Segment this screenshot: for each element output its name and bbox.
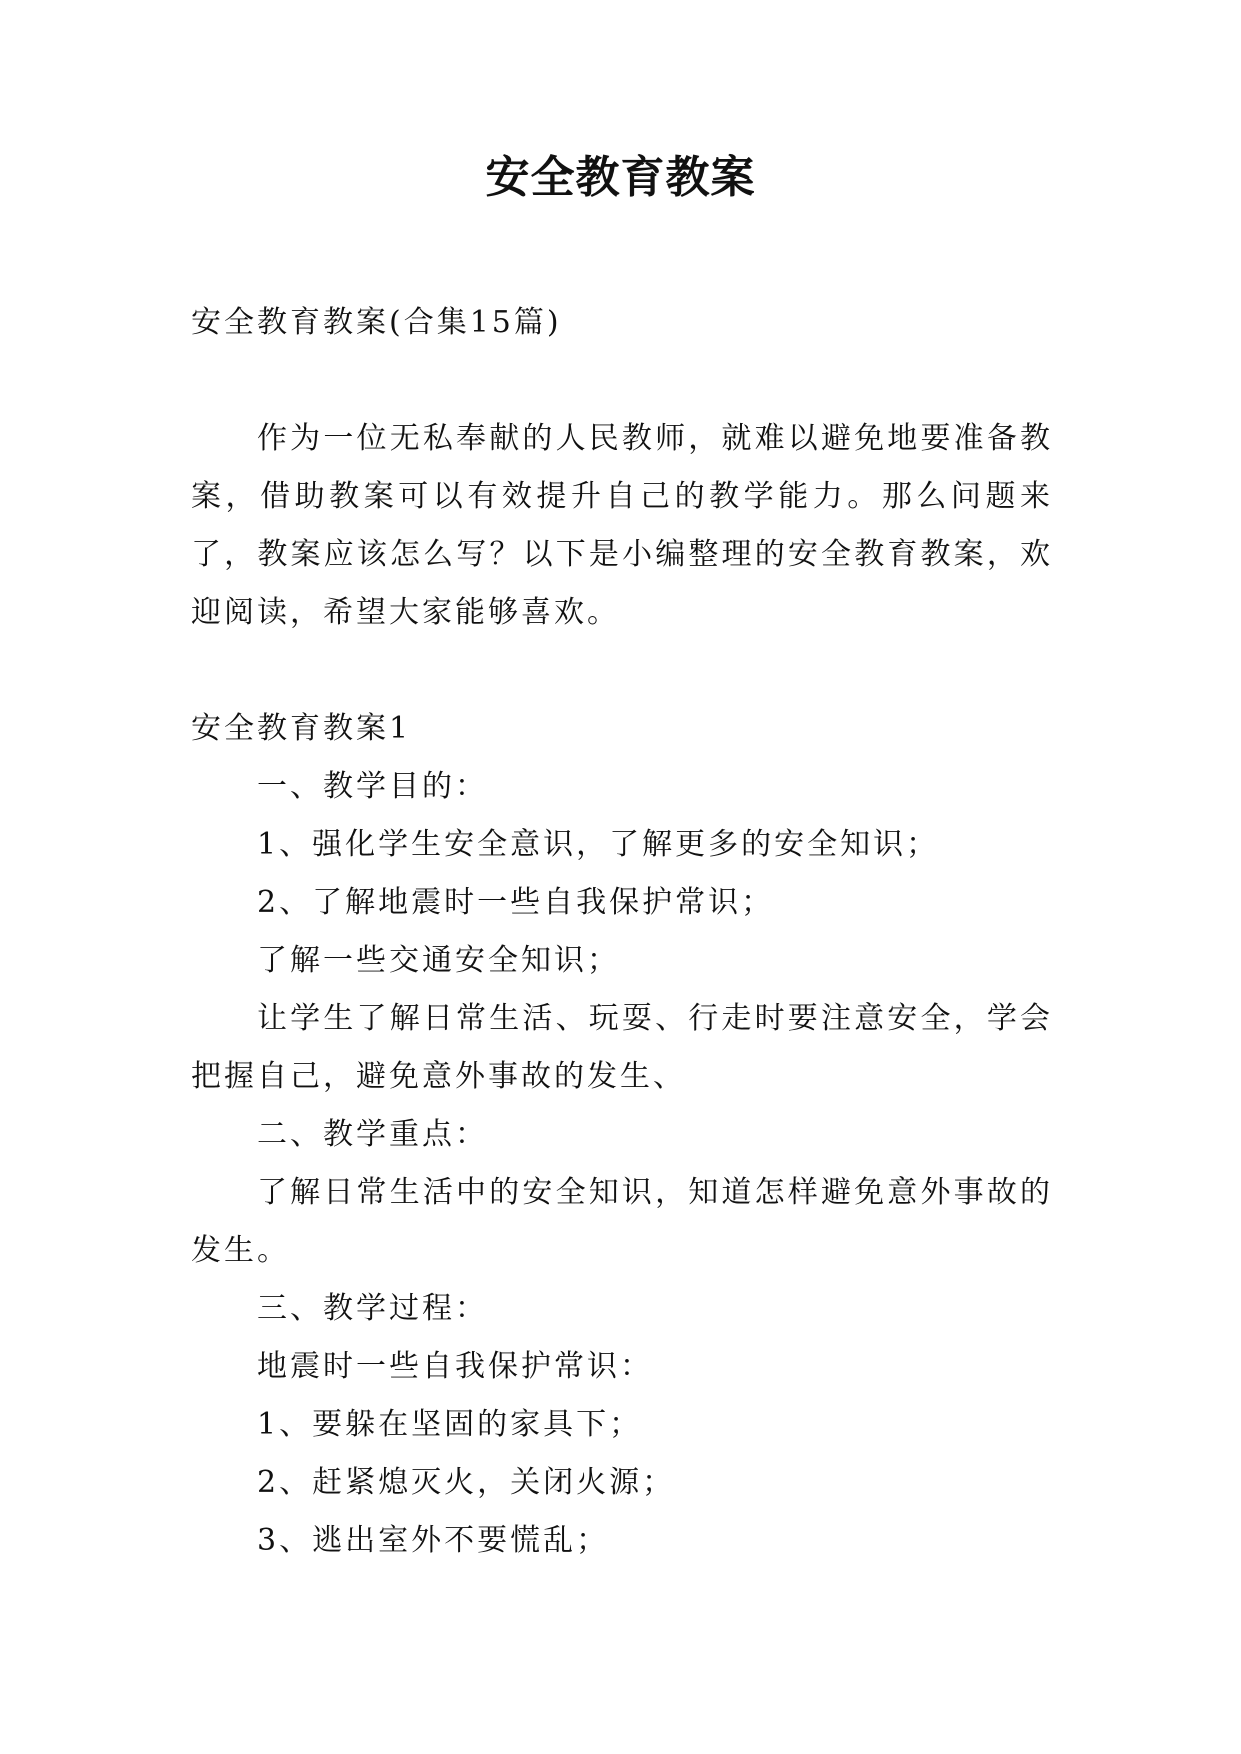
paragraph-line: 了解一些交通安全知识；	[257, 943, 620, 978]
paragraph-line: 1、要躲在坚固的家具下；	[257, 1407, 643, 1442]
paragraph-line: 让学生了解日常生活、玩耍、行走时要注意安全，学会把握自己，避免意外事故的发生、	[191, 1001, 1053, 1094]
paragraph-line: 1、强化学生安全意识，了解更多的安全知识；	[257, 827, 940, 862]
paragraph-line: 3、逃出室外不要慌乱；	[257, 1523, 610, 1558]
document-title: 安全教育教案	[485, 152, 756, 203]
paragraph-line: 了解日常生活中的安全知识，知道怎样避免意外事故的发生。	[191, 1175, 1053, 1268]
paragraph-line: 三、教学过程：	[257, 1291, 488, 1326]
intro-paragraph: 作为一位无私奉献的人民教师，就难以避免地要准备教案，借助教案可以有效提升自己的教学能力。那么问题来了，教案应该怎么写？以下是小编整理的安全教育教案，欢迎阅读，希望大家能够喜欢。	[191, 421, 1053, 630]
paragraph-line: 一、教学目的：	[257, 769, 488, 804]
document-body	[191, 294, 1053, 1570]
paragraph-line: 2、赶紧熄灭火，关闭火源；	[257, 1465, 676, 1500]
paragraph-line: 二、教学重点：	[257, 1117, 488, 1152]
section-heading: 安全教育教案1	[191, 711, 412, 746]
paragraph-line: 地震时一些自我保护常识：	[257, 1349, 653, 1384]
paragraph-line: 2、了解地震时一些自我保护常识；	[257, 885, 775, 920]
document-subtitle: 安全教育教案(合集15篇)	[191, 305, 562, 340]
